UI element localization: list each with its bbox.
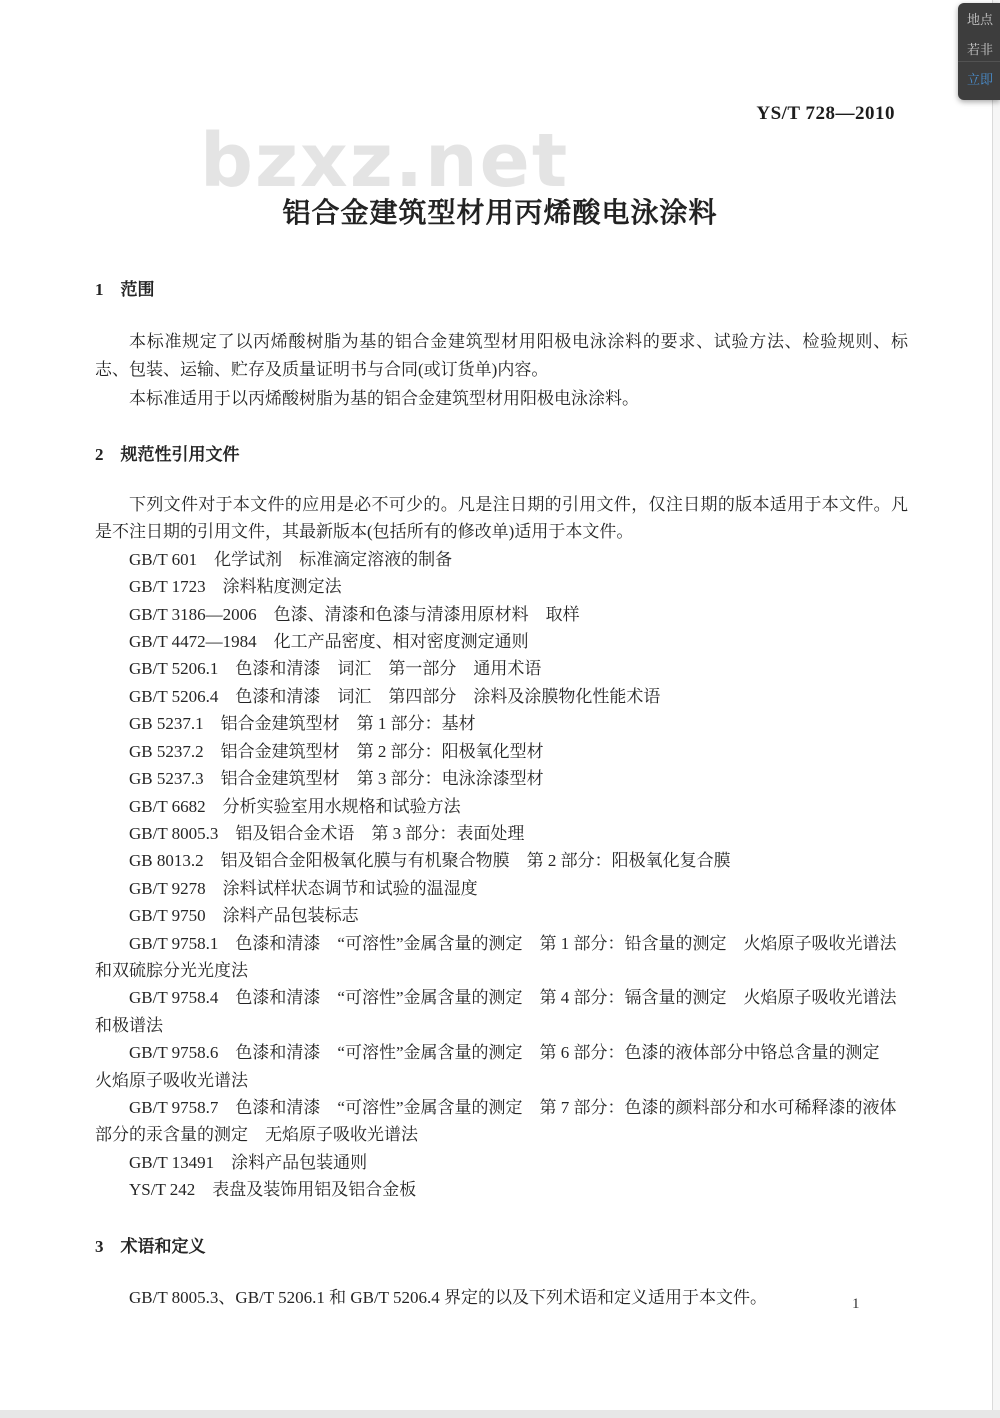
section-3-paragraph-1: GB/T 8005.3、GB/T 5206.1 和 GB/T 5206.4 界定的以及下列术语和定义适用于本文件。 xyxy=(129,1288,767,1307)
reference-item: GB/T 1723 涂料粘度测定法 xyxy=(129,577,342,597)
reference-item: GB/T 9750 涂料产品包装标志 xyxy=(129,906,359,926)
viewer-bottom-strip xyxy=(0,1410,1000,1418)
reference-item: GB/T 8005.3 铝及铝合金术语 第 3 部分：表面处理 xyxy=(129,823,525,843)
popup-divider xyxy=(958,61,1000,62)
reference-item: GB/T 6682 分析实验室用水规格和试验方法 xyxy=(129,796,461,816)
popup-text-line-2: 若非 xyxy=(967,42,994,57)
section-2-heading: 2 规范性引用文件 xyxy=(95,444,240,464)
section-1-paragraph-2: 本标准适用于以丙烯酸树脂为基的铝合金建筑型材用阳极电泳涂料。 xyxy=(129,389,639,409)
reference-item: GB/T 9758.7 色漆和清漆 “可溶性”金属含量的测定 第 7 部分：色漆的颜料部分和水可稀释漆的液体部分的汞含量的测定 无焰原子吸收光谱法 xyxy=(95,1097,897,1145)
popup-action-link[interactable]: 立即 xyxy=(967,72,994,87)
reference-item: GB/T 3186—2006 色漆、清漆和色漆与清漆用原材料 取样 xyxy=(129,604,580,624)
document-title: 铝合金建筑型材用丙烯酸电泳涂料 xyxy=(282,198,718,229)
references-list xyxy=(95,546,908,1204)
reference-item: GB/T 601 化学试剂 标准滴定溶液的制备 xyxy=(129,549,453,569)
reference-item: GB/T 9278 涂料试样状态调节和试验的温湿度 xyxy=(129,878,478,898)
reference-item: GB/T 9758.1 色漆和清漆 “可溶性”金属含量的测定 第 1 部分：铅含量的测定 火焰原子吸收光谱法和双硫腙分光光度法 xyxy=(95,933,897,980)
reference-item: GB 5237.2 铝合金建筑型材 第 2 部分：阳极氧化型材 xyxy=(129,741,544,761)
reference-item: GB 8013.2 铝及铝合金阳极氧化膜与有机聚合物膜 第 2 部分：阳极氧化复合膜 xyxy=(129,851,731,871)
section-3-heading: 3 术语和定义 xyxy=(95,1236,206,1256)
reference-item: GB 5237.3 铝合金建筑型材 第 3 部分：电泳涂漆型材 xyxy=(129,769,544,789)
reference-item: GB/T 9758.6 色漆和清漆 “可溶性”金属含量的测定 第 6 部分：色漆的液体部分中铬总含量的测定 火焰原子吸收光谱法 xyxy=(95,1043,897,1090)
reference-item: GB/T 5206.1 色漆和清漆 词汇 第一部分 通用术语 xyxy=(129,659,542,679)
watermark: bzxz.net xyxy=(200,118,570,204)
section-2-intro: 下列文件对于本文件的应用是必不可少的。凡是注日期的引用文件，仅注日期的版本适用于本文件。凡是不注日期的引用文件，其最新版本(包括所有的修改单)适用于本文件。 xyxy=(95,495,908,542)
notification-popup xyxy=(958,3,1000,100)
section-1-paragraph-1: 本标准规定了以丙烯酸树脂为基的铝合金建筑型材用阳极电泳涂料的要求、试验方法、检验规则、标志、包装、运输、贮存及质量证明书与合同(或订货单)内容。 xyxy=(95,332,908,379)
popup-text-line-1: 地点 xyxy=(967,12,994,27)
reference-item: GB/T 9758.4 色漆和清漆 “可溶性”金属含量的测定 第 4 部分：镉含量的测定 火焰原子吸收光谱法和极谱法 xyxy=(95,988,897,1035)
reference-item: GB/T 4472—1984 化工产品密度、相对密度测定通则 xyxy=(129,632,529,652)
standard-code: YS/T 728—2010 xyxy=(756,103,895,124)
reference-item: GB 5237.1 铝合金建筑型材 第 1 部分：基材 xyxy=(129,714,476,734)
page-number: 1 xyxy=(852,1296,860,1312)
document-body xyxy=(95,276,908,1311)
reference-item: GB/T 5206.4 色漆和清漆 词汇 第四部分 涂料及涂膜物化性能术语 xyxy=(129,686,661,706)
section-1-heading: 1 范围 xyxy=(95,280,155,299)
reference-item: GB/T 13491 涂料产品包装通则 xyxy=(129,1152,368,1172)
viewer-right-gutter xyxy=(992,0,1000,1418)
reference-item: YS/T 242 表盘及装饰用铝及铝合金板 xyxy=(129,1180,417,1200)
